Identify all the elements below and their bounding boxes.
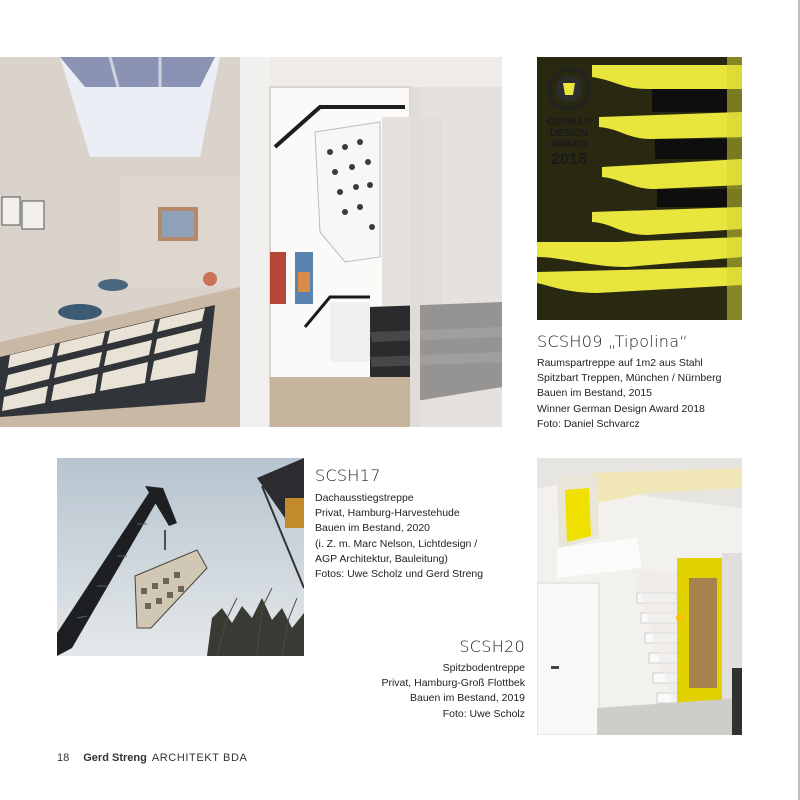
project2-title: SCSH17 (315, 466, 381, 485)
caption-line: Winner German Design Award 2018 (537, 402, 705, 415)
author-role: ARCHITEKT BDA (151, 752, 248, 764)
caption-line: Bauen im Bestand, 2019 (410, 692, 525, 705)
loft-stair-photo (537, 458, 742, 735)
award-stair-photo (537, 57, 742, 320)
project3-caption (381, 661, 525, 722)
award-line-3: AWARD (550, 139, 588, 150)
german-design-award-logo (539, 67, 599, 177)
caption-line: Bauen im Bestand, 2015 (537, 387, 652, 400)
caption-line: Bauen im Bestand, 2020 (315, 522, 430, 535)
author-name: Gerd Streng (83, 752, 147, 764)
caption-line: Raumspartreppe auf 1m2 aus Stahl (537, 357, 703, 369)
caption-line: Privat, Hamburg-Groß Flottbek (381, 677, 525, 690)
caption-line: Privat, Hamburg-Harvestehude (315, 507, 460, 520)
caption-line: (i. Z. m. Marc Nelson, Lichtdesign / (315, 537, 478, 550)
caption-line: Spitzbodentreppe (442, 662, 525, 674)
main-interior-photo (0, 57, 502, 427)
caption-line: AGP Architektur, Bauleitung) (315, 552, 448, 565)
caption-line: Dachausstiegstreppe (315, 492, 414, 504)
caption-line: Spitzbart Treppen, München / Nürnberg (537, 372, 722, 385)
award-line-2: DESIGN (549, 128, 589, 139)
project1-caption (537, 356, 721, 432)
project1-title: SCSH09 „Tipolina“ (537, 332, 688, 351)
project3-title: SCSH20 (459, 637, 525, 656)
page-footer (57, 752, 247, 764)
page-number: 18 (57, 752, 70, 764)
award-line-4: 2018 (551, 151, 587, 168)
crane-photo (57, 458, 304, 656)
award-line-1: GERMAN (546, 117, 592, 128)
project2-caption (315, 491, 483, 582)
caption-line: Foto: Uwe Scholz (442, 707, 525, 720)
caption-line: Foto: Daniel Schvarcz (537, 417, 640, 430)
caption-line: Fotos: Uwe Scholz und Gerd Streng (315, 567, 484, 580)
